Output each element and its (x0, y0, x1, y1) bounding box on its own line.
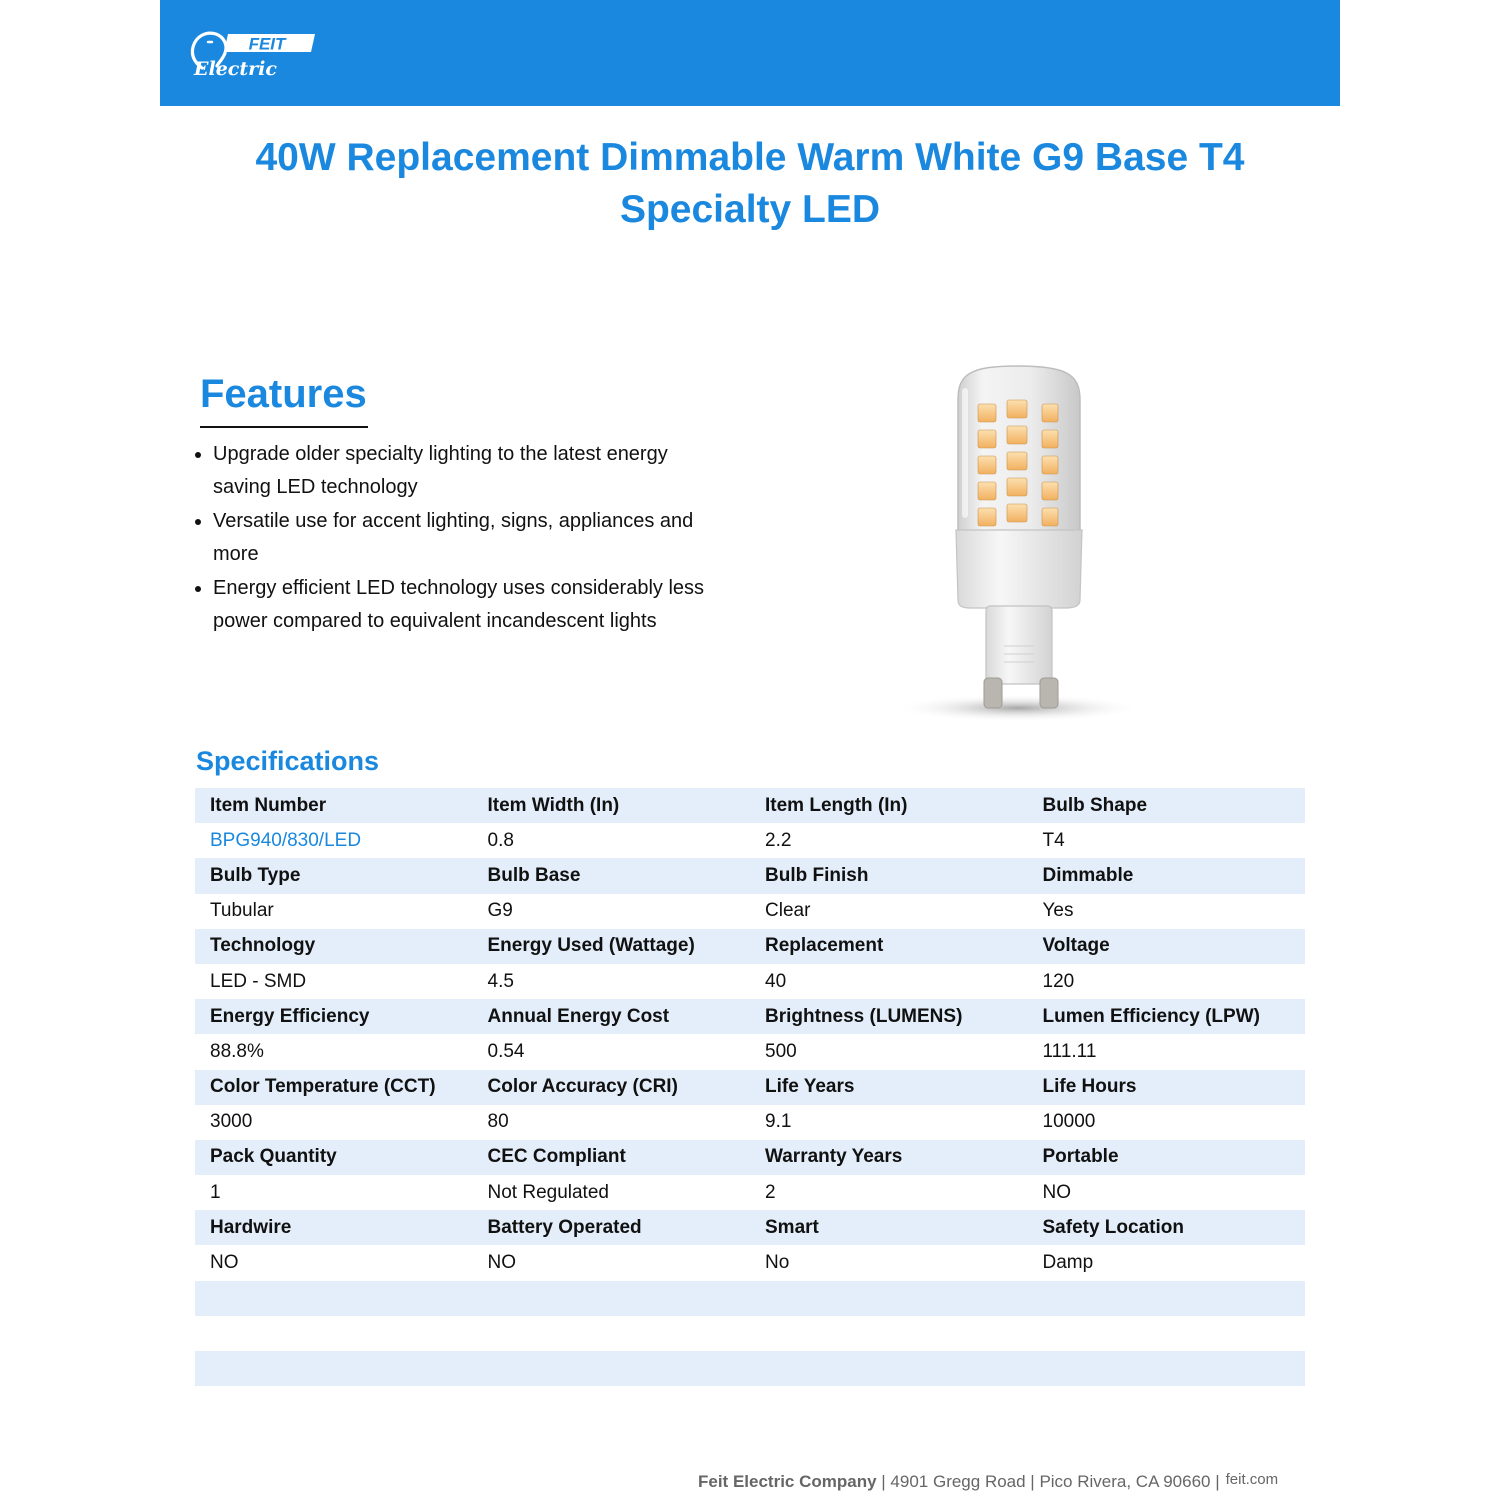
spec-value-row (195, 823, 1305, 858)
spec-value: 80 (487, 1111, 509, 1133)
header-bar (160, 0, 1340, 106)
spec-value: 120 (1042, 970, 1075, 992)
spec-label: Smart (765, 1216, 819, 1238)
spec-value: 2 (765, 1181, 776, 1203)
spec-value: 88.8% (210, 1040, 264, 1062)
spec-label-row (195, 1070, 1305, 1105)
spec-label: Warranty Years (765, 1146, 903, 1168)
spec-label: Bulb Shape (1042, 794, 1148, 816)
spec-value: 9.1 (765, 1111, 792, 1133)
spec-value-row (195, 1175, 1305, 1210)
spec-label: Replacement (765, 935, 884, 957)
feature-item: Upgrade older specialty lighting to the latest energy saving LED technology (192, 438, 712, 503)
spec-label: Energy Efficiency (210, 1005, 370, 1027)
spec-value: Tubular (210, 900, 274, 922)
spec-value: 3000 (210, 1111, 253, 1133)
spec-label: Safety Location (1042, 1216, 1184, 1238)
feature-item: Energy efficient LED technology uses considerably less power compared to equivalent incandescent lights (192, 572, 712, 637)
spec-label: Brightness (LUMENS) (765, 1005, 963, 1027)
specifications-heading: Specifications (196, 746, 380, 776)
g9-led-bulb-image (890, 360, 1160, 730)
spec-value-row (195, 1245, 1305, 1280)
spec-label-row (195, 999, 1305, 1034)
footer-website-link[interactable]: feit.com (1225, 1471, 1279, 1488)
spec-label-row (195, 929, 1305, 964)
spec-label: Voltage (1042, 935, 1110, 957)
spec-label-row (195, 858, 1305, 893)
bulb-logo-icon (188, 28, 318, 80)
spec-value-row (195, 894, 1305, 929)
spec-value: Not Regulated (487, 1181, 609, 1203)
spec-label: Life Hours (1042, 1076, 1137, 1098)
spec-value-row (195, 964, 1305, 999)
spec-value: Clear (765, 900, 811, 922)
page-title-line2: Specialty LED (619, 188, 881, 231)
spec-value: 40 (765, 970, 787, 992)
spec-value: G9 (487, 900, 513, 922)
spec-empty-row (195, 1351, 1305, 1386)
spec-value: 1 (210, 1181, 221, 1203)
spec-value: NO (210, 1252, 239, 1274)
spec-label: Energy Used (Wattage) (487, 935, 695, 957)
features-list (192, 438, 712, 639)
spec-value: 500 (765, 1040, 797, 1062)
spec-value: 0.8 (487, 829, 514, 851)
svg-text:Electric: Electric (194, 58, 277, 80)
spec-value: Damp (1042, 1252, 1094, 1274)
spec-value: LED - SMD (210, 970, 307, 992)
spec-value: 111.11 (1042, 1040, 1097, 1062)
spec-label: Annual Energy Cost (487, 1005, 670, 1027)
footer-company: Feit Electric Company (698, 1472, 877, 1491)
spec-value-row (195, 1105, 1305, 1140)
spec-value: NO (1042, 1181, 1071, 1203)
product-image (890, 360, 1160, 730)
page-title (160, 132, 1340, 236)
spec-value: T4 (1042, 829, 1065, 851)
spec-label: Bulb Type (210, 864, 301, 886)
features-divider (200, 426, 368, 428)
spec-label: Life Years (765, 1076, 855, 1098)
feature-item: Versatile use for accent lighting, signs, appliances and more (192, 505, 712, 570)
item-number-link[interactable]: BPG940/830/LED (210, 829, 362, 851)
footer (698, 1472, 1318, 1492)
svg-text:FEIT: FEIT (248, 34, 286, 54)
spec-value: No (765, 1252, 790, 1274)
spec-value: 0.54 (487, 1040, 525, 1062)
spec-value-row (195, 1034, 1305, 1069)
spec-label: Portable (1042, 1146, 1119, 1168)
features-heading: Features (200, 372, 367, 416)
spec-label-row (195, 788, 1305, 823)
spec-label: Color Accuracy (CRI) (487, 1076, 678, 1098)
spec-label: Technology (210, 935, 316, 957)
feit-electric-logo[interactable] (188, 28, 318, 80)
spec-empty-row (195, 1316, 1305, 1351)
spec-label: Color Temperature (CCT) (210, 1076, 436, 1098)
spec-label: Pack Quantity (210, 1146, 337, 1168)
spec-label: Hardwire (210, 1216, 292, 1238)
spec-label: Item Width (In) (487, 794, 620, 816)
spec-label: Item Number (210, 794, 327, 816)
spec-value: 4.5 (487, 970, 514, 992)
spec-label: Battery Operated (487, 1216, 642, 1238)
spec-empty-row (195, 1281, 1305, 1316)
spec-value: 2.2 (765, 829, 792, 851)
spec-label-row (195, 1210, 1305, 1245)
spec-value: 10000 (1042, 1111, 1096, 1133)
spec-label: CEC Compliant (487, 1146, 626, 1168)
specifications-table (195, 788, 1305, 1386)
spec-label: Lumen Efficiency (LPW) (1042, 1005, 1260, 1027)
spec-label: Bulb Finish (765, 864, 869, 886)
spec-label: Item Length (In) (765, 794, 908, 816)
spec-label: Bulb Base (487, 864, 581, 886)
page-title-line1: 40W Replacement Dimmable Warm White G9 Base T4 (255, 136, 1245, 179)
spec-label: Dimmable (1042, 864, 1134, 886)
spec-value: NO (487, 1252, 516, 1274)
footer-address: | 4901 Gregg Road | Pico Rivera, CA 90660 | (876, 1472, 1220, 1491)
spec-value: Yes (1042, 900, 1074, 922)
spec-label-row (195, 1140, 1305, 1175)
